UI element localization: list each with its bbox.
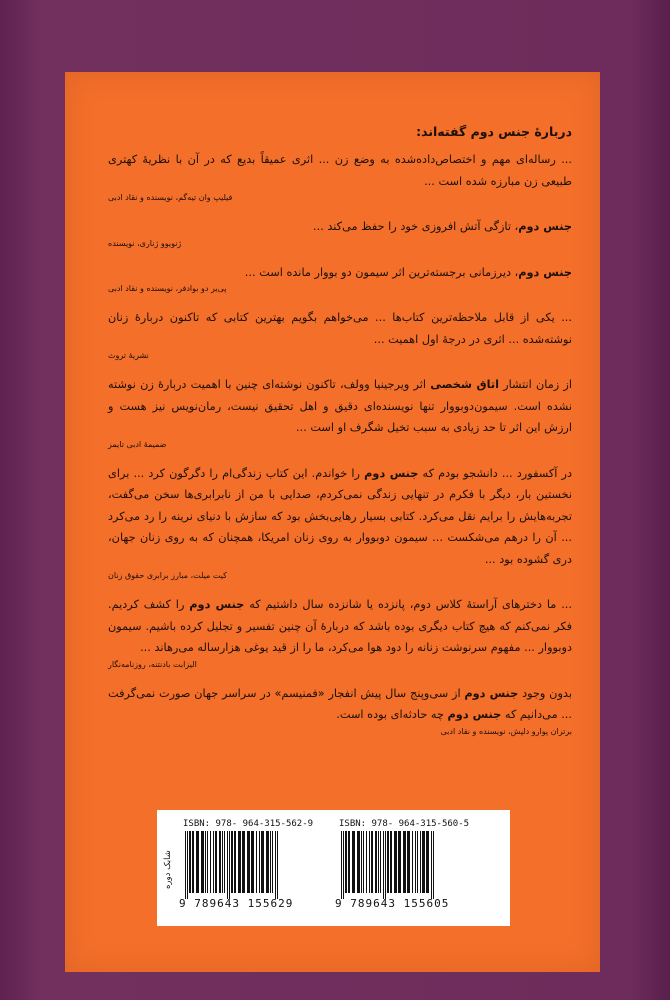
barcode-bars: [179, 831, 319, 899]
barcode-bar: [343, 831, 344, 899]
isbn-text: ISBN: 978- 964-315-560-5: [339, 819, 470, 829]
barcode-bar: [352, 831, 355, 893]
barcode-bar: [357, 831, 360, 893]
barcode-bar: [242, 831, 245, 893]
barcode-bar: [407, 831, 410, 893]
barcode-set: [179, 818, 319, 918]
barcode-bar: [259, 831, 260, 893]
set-isbn-label: شابک دوره: [163, 850, 173, 890]
barcode-bar: [431, 831, 432, 899]
quotes-section: [108, 124, 572, 750]
barcode-bar: [222, 831, 223, 893]
barcode-bar: [234, 831, 236, 893]
quote-text: ... رساله‌ای مهم و اختصاص‌داده‌شده به وضع زن ... اثری عمیقاً بدیع که در آن با نظریهٔ کهتری طبیعی زن مبارزه شده است ...: [108, 153, 572, 188]
barcode-bar: [417, 831, 418, 893]
barcode-bar: [213, 831, 214, 893]
barcode-bar: [403, 831, 406, 893]
barcode-panel: [157, 810, 510, 926]
barcode-bar: [387, 831, 389, 893]
barcode-bar: [196, 831, 199, 893]
quote-text: جنس دوم، تازگی آتش افروزی خود را حفظ می‌کند ...: [312, 220, 572, 233]
barcode-bar: [187, 831, 188, 899]
barcode-digits: 9 789643 155629: [179, 897, 294, 910]
barcode-bar: [341, 831, 342, 899]
quote-author: الیزابت بادنتنه، روزنامه‌نگار: [108, 659, 197, 669]
quotes-list: [108, 149, 572, 738]
barcode-bar: [363, 831, 364, 893]
quote-author: ژنویوو ژناری، نویسنده: [108, 238, 182, 248]
barcode-bar: [215, 831, 217, 893]
quote-author: ضمیمهٔ ادبی تایمز: [108, 439, 167, 449]
barcode-bar: [398, 831, 401, 893]
barcode-bar: [361, 831, 362, 893]
barcode-bar: [192, 831, 194, 893]
quote-author: پی‌یر دو بوادفر، نویسنده و نقاد ادبی: [108, 284, 227, 293]
barcode-bar: [251, 831, 254, 893]
barcode-bar: [207, 831, 208, 893]
quote-block: [108, 149, 572, 204]
barcode-bar: [275, 831, 276, 899]
quote-text: ... یکی از قابل ملاحظه‌ترین کتاب‌ها ... می‌خواهم بگویم بهترین کتابی که تاکنون دربارهٔ زنان نوشته‌شده ... اثری در درجهٔ اول اهمیت ...: [108, 311, 572, 346]
quote-text: از زمان انتشار اتاق شخصی اثر ویرجینیا وولف، تاکنون نوشته‌ای چنین با اهمیت دربارهٔ زن نوشته نشده است. سیمون‌دوبووار تنها نویسنده‌ای دقیق و اهل تحقیق نیست، رمان‌نویس نیز هست و ارزش این اثر تا حد زیادی به سبب تخیل شگرف او است ...: [108, 378, 572, 434]
quote-block: [108, 374, 572, 451]
barcode-bar: [185, 831, 186, 899]
quote-text: بدون وجود جنس دوم از سی‌وپنج سال پیش انفجار «فمنیسم» در سراسر جهان صورت نمی‌گرفت ... می‌دانیم که جنس دوم چه حادثه‌ای بوده است.: [108, 686, 572, 721]
barcode-bar: [375, 831, 377, 893]
barcode-bars: [335, 831, 475, 899]
barcode-bar: [256, 831, 257, 893]
quote-block: [108, 594, 572, 671]
barcode-bar: [394, 831, 397, 893]
barcode-bar: [219, 831, 221, 893]
quote-text: ... ما دخترهای آراستهٔ کلاس دوم، پانزده یا شانزده سال داشتیم که جنس دوم را کشف کردیم. فکر نمی‌کنم که هیچ کتاب دیگری بوده باشد که دربارهٔ آن چنین تفسیر و تجلیل کرده باشیم. سیمون دوبووار ... مفهوم سرنوشت زنانه را دود هوا می‌کرد، ما را از قید یوغی هزارساله می‌رهاند ...: [108, 598, 572, 654]
barcode-bar: [247, 831, 250, 893]
barcode-bar: [378, 831, 379, 893]
quote-author: فیلیپ وان تیه‌گم، نویسنده و نقاد ادبی: [108, 193, 233, 202]
barcode-bar: [345, 831, 347, 893]
barcode-bar: [205, 831, 206, 893]
quote-author: کیت میلت، مبارز برابری حقوق زنان: [108, 571, 227, 580]
barcode-bar: [415, 831, 416, 893]
barcode-bar: [383, 831, 384, 899]
barcode-bar: [229, 831, 230, 899]
barcode-digits: 9 789643 155605: [335, 897, 450, 910]
barcode-bar: [224, 831, 225, 893]
barcode-volume: [335, 818, 475, 918]
quote-block: [108, 262, 572, 296]
barcode-bar: [261, 831, 264, 893]
isbn-text: ISBN: 978- 964-315-562-9: [183, 819, 314, 829]
section-heading: دربارهٔ جنس دوم گفته‌اند:: [416, 124, 572, 139]
barcode-bar: [385, 831, 386, 899]
barcode-bar: [433, 831, 434, 899]
barcode-bar: [238, 831, 241, 893]
barcode-bar: [348, 831, 350, 893]
quote-block: [108, 216, 572, 250]
barcode-bar: [210, 831, 211, 893]
barcode-bar: [189, 831, 191, 893]
barcode-bar: [380, 831, 381, 893]
barcode-bar: [371, 831, 373, 893]
barcode-bar: [426, 831, 429, 893]
quote-block: [108, 683, 572, 738]
barcode-bar: [201, 831, 204, 893]
barcode-bar: [227, 831, 228, 899]
barcode-bar: [390, 831, 392, 893]
quote-block: [108, 463, 572, 583]
barcode-bar: [266, 831, 269, 893]
barcode-bar: [420, 831, 421, 893]
barcode-bar: [412, 831, 413, 893]
barcode-bar: [231, 831, 233, 893]
quote-block: [108, 307, 572, 362]
barcode-bar: [422, 831, 425, 893]
quote-text: جنس دوم، دیرزمانی برجسته‌ترین اثر سیمون دو بووار مانده است ...: [244, 265, 572, 279]
barcode-bar: [272, 831, 273, 893]
quote-author: نشریهٔ تروث: [108, 351, 149, 360]
barcode-bar: [270, 831, 271, 893]
quote-text: در آکسفورد ... دانشجو بودم که جنس دوم را خواندم. این کتاب زندگی‌ام را دگرگون کرد ... برای نخستین بار، دیگر با فکرم در تنهایی زندگی نمی‌کردم، صدایی با من از نابرابری‌ها سخن می‌گفت، تجربه‌هایش را برایم نقل می‌کرد. کتابی بسیار رهایی‌بخش بود که سازش با دنیای نرینه را رد می‌کرد ... آن را درهم می‌شکست ... سیمون دوبووار به روی زنان امریکا، همچنان که به روی زنان جهان، دری گشوده بود ...: [108, 466, 573, 566]
quote-author: برتران پوارو دلپش، نویسنده و نقاد ادبی: [440, 726, 572, 736]
barcode-bar: [369, 831, 370, 893]
barcode-bar: [277, 831, 278, 899]
barcode-bar: [366, 831, 367, 893]
